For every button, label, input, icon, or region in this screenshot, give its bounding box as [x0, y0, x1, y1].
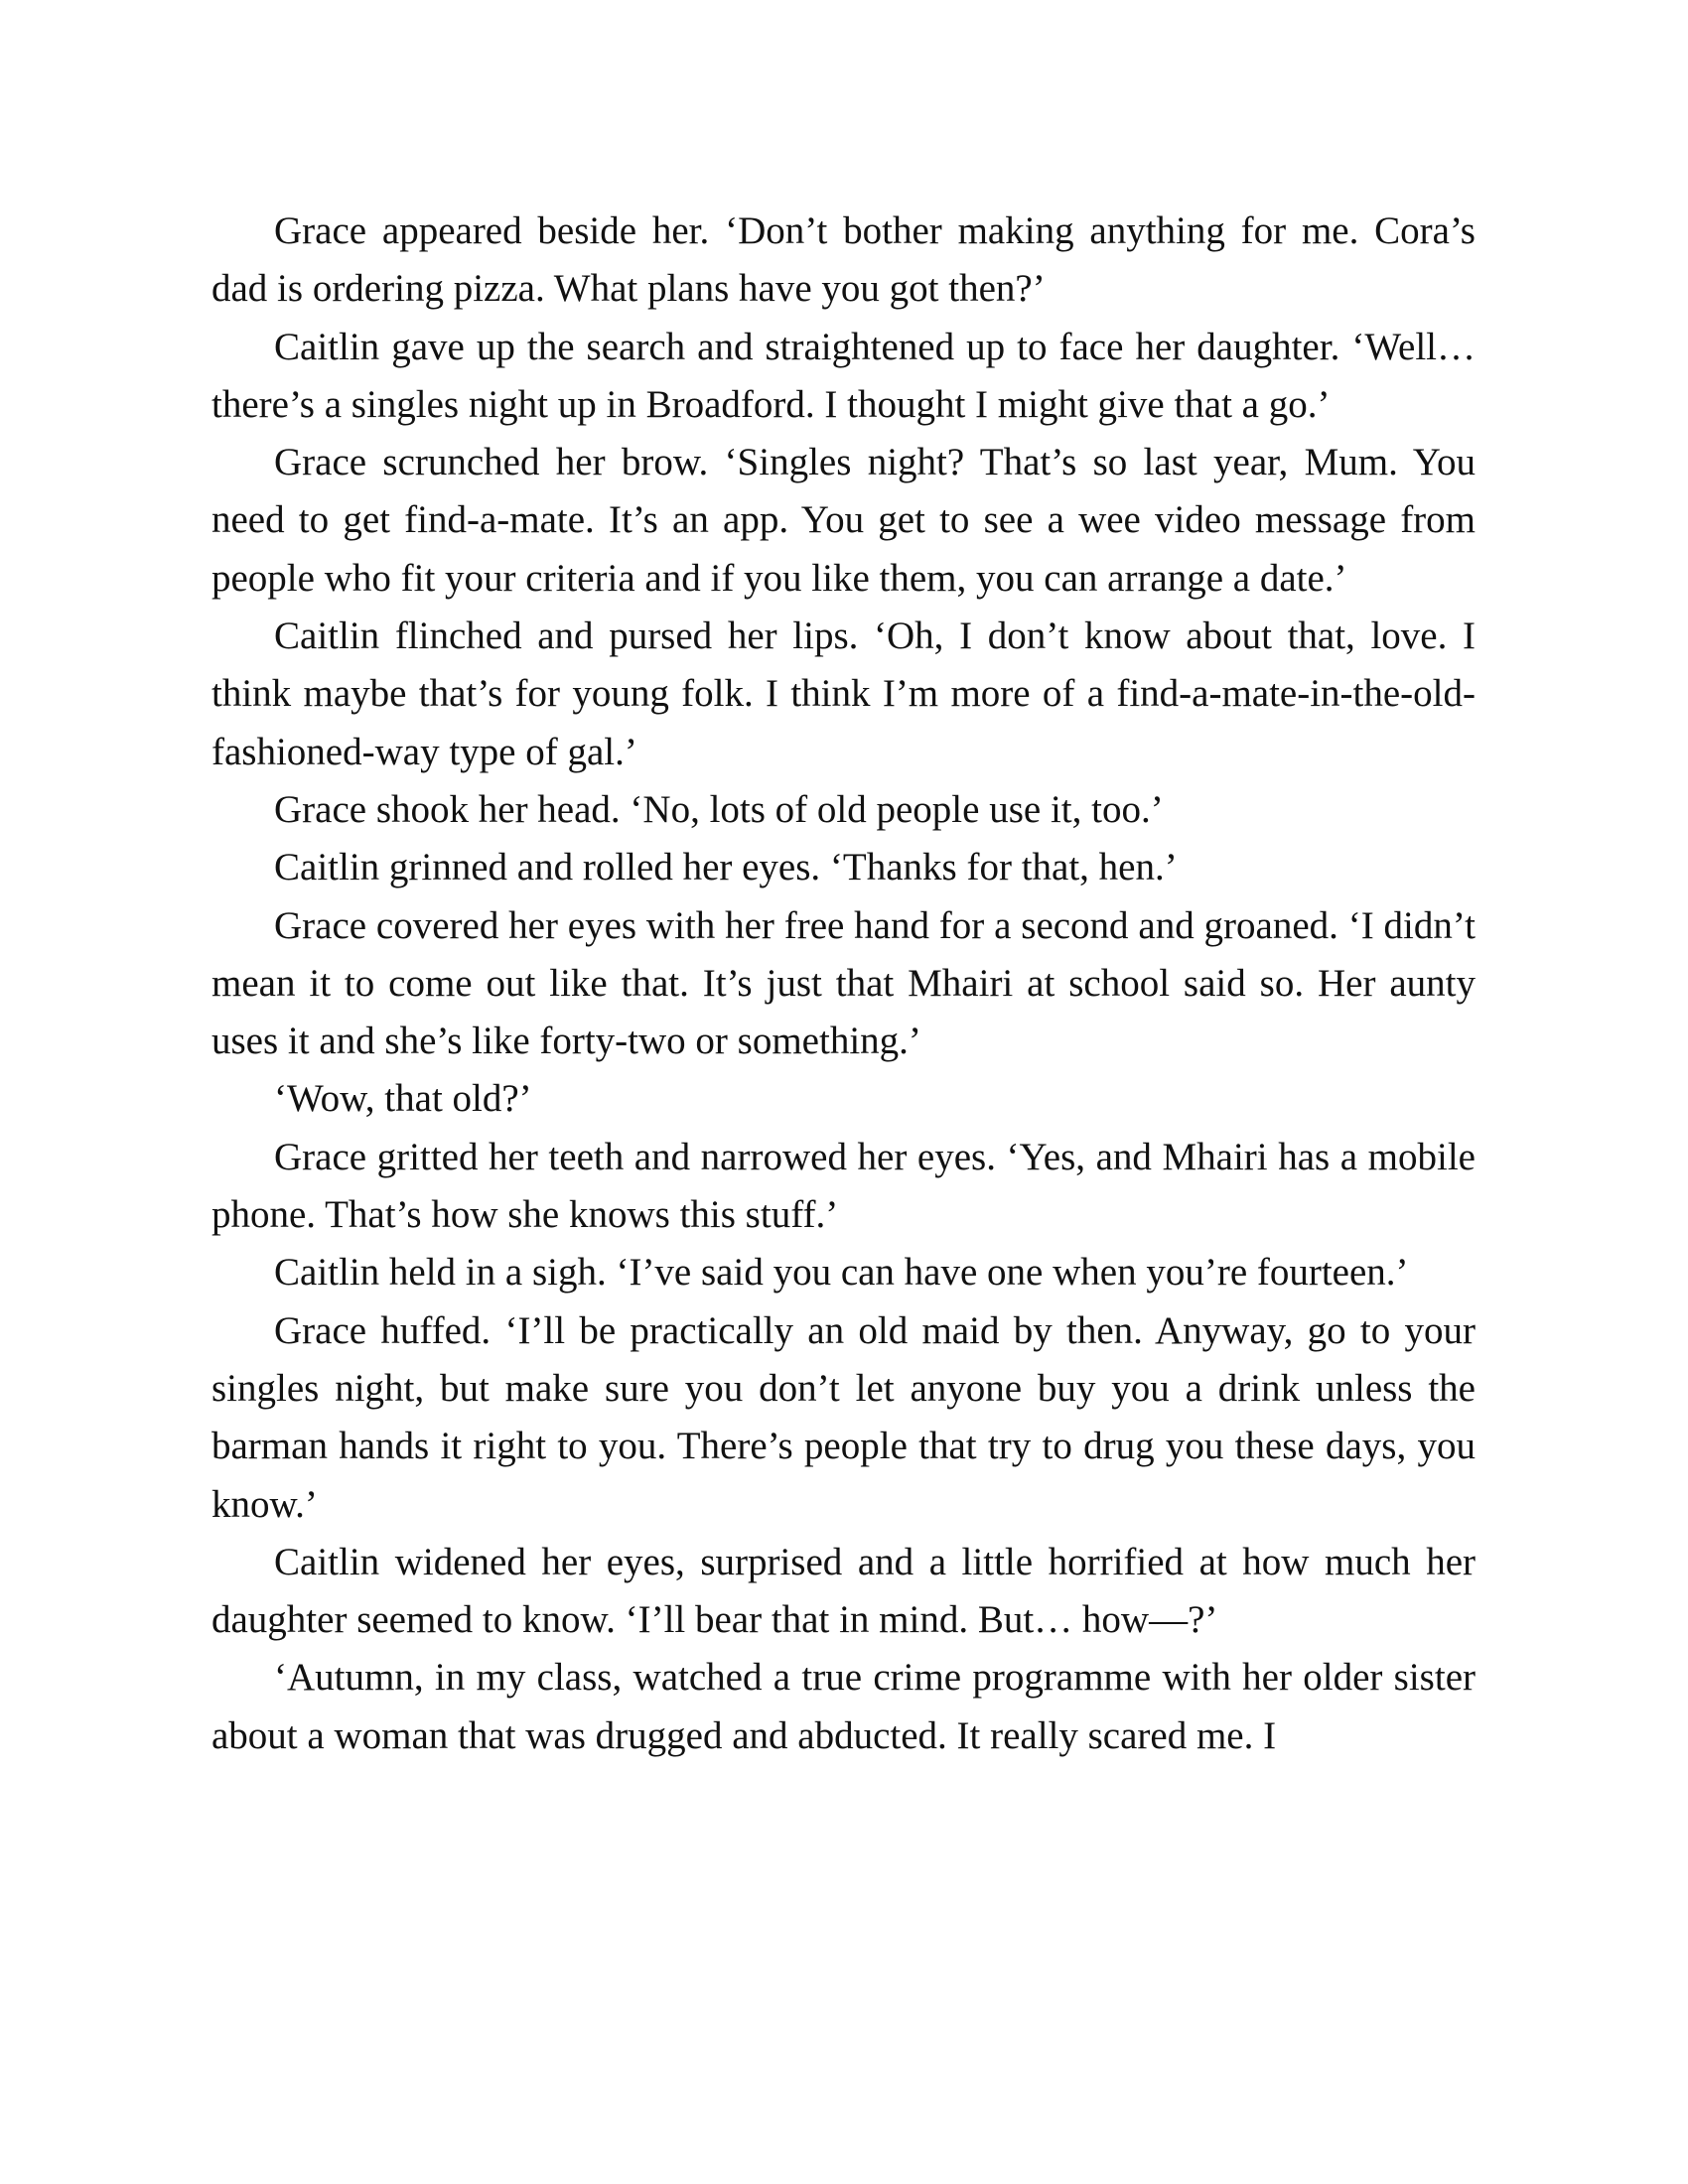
paragraph: Grace covered her eyes with her free hand for a second and groaned. ‘I didn’t mean it to come out like that. It’s just that Mhairi at school said so. Her aunty uses it and she’s like forty-two or something.’: [211, 903, 1476, 1063]
paragraph: Caitlin widened her eyes, surprised and a little horrified at how much her daughter seemed to know. ‘I’ll bear that in mind. But… how—?’: [211, 1540, 1476, 1642]
paragraph: Caitlin flinched and pursed her lips. ‘Oh, I don’t know about that, love. I think maybe that’s for young folk. I think I’m more of a find-a-mate-in-the-old-fashioned-way type of gal.’: [211, 614, 1476, 773]
paragraph: Grace appeared beside her. ‘Don’t bother making anything for me. Cora’s dad is ordering pizza. What plans have you got then?’: [211, 209, 1476, 311]
paragraph: Grace scrunched her brow. ‘Singles night? That’s so last year, Mum. You need to get find-a-mate. It’s an app. You get to see a wee video message from people who fit your criteria and if you like them, you can arrange a date.’: [211, 441, 1476, 600]
paragraph: Grace shook her head. ‘No, lots of old people use it, too.’: [274, 787, 1164, 831]
body-text: [211, 203, 1476, 1765]
paragraph: Caitlin gave up the search and straightened up to face her daughter. ‘Well… there’s a singles night up in Broadford. I thought I might give that a go.’: [211, 325, 1476, 426]
paragraph: Caitlin grinned and rolled her eyes. ‘Thanks for that, hen.’: [274, 846, 1178, 889]
paragraph: Caitlin held in a sigh. ‘I’ve said you can have one when you’re fourteen.’: [274, 1251, 1409, 1295]
paragraph: ‘Wow, that old?’: [274, 1077, 532, 1121]
paragraph: Grace huffed. ‘I’ll be practically an old maid by then. Anyway, go to your singles night, but make sure you don’t let anyone buy you a drink unless the barman hands it right to you. There’s people that try to drug you these days, you know.’: [211, 1308, 1476, 1526]
paragraph: ‘Autumn, in my class, watched a true crime programme with her older sister about a woman that was drugged and abducted. It really scared me. I: [211, 1656, 1476, 1757]
paragraph: Grace gritted her teeth and narrowed her eyes. ‘Yes, and Mhairi has a mobile phone. That’s how she knows this stuff.’: [211, 1135, 1476, 1237]
